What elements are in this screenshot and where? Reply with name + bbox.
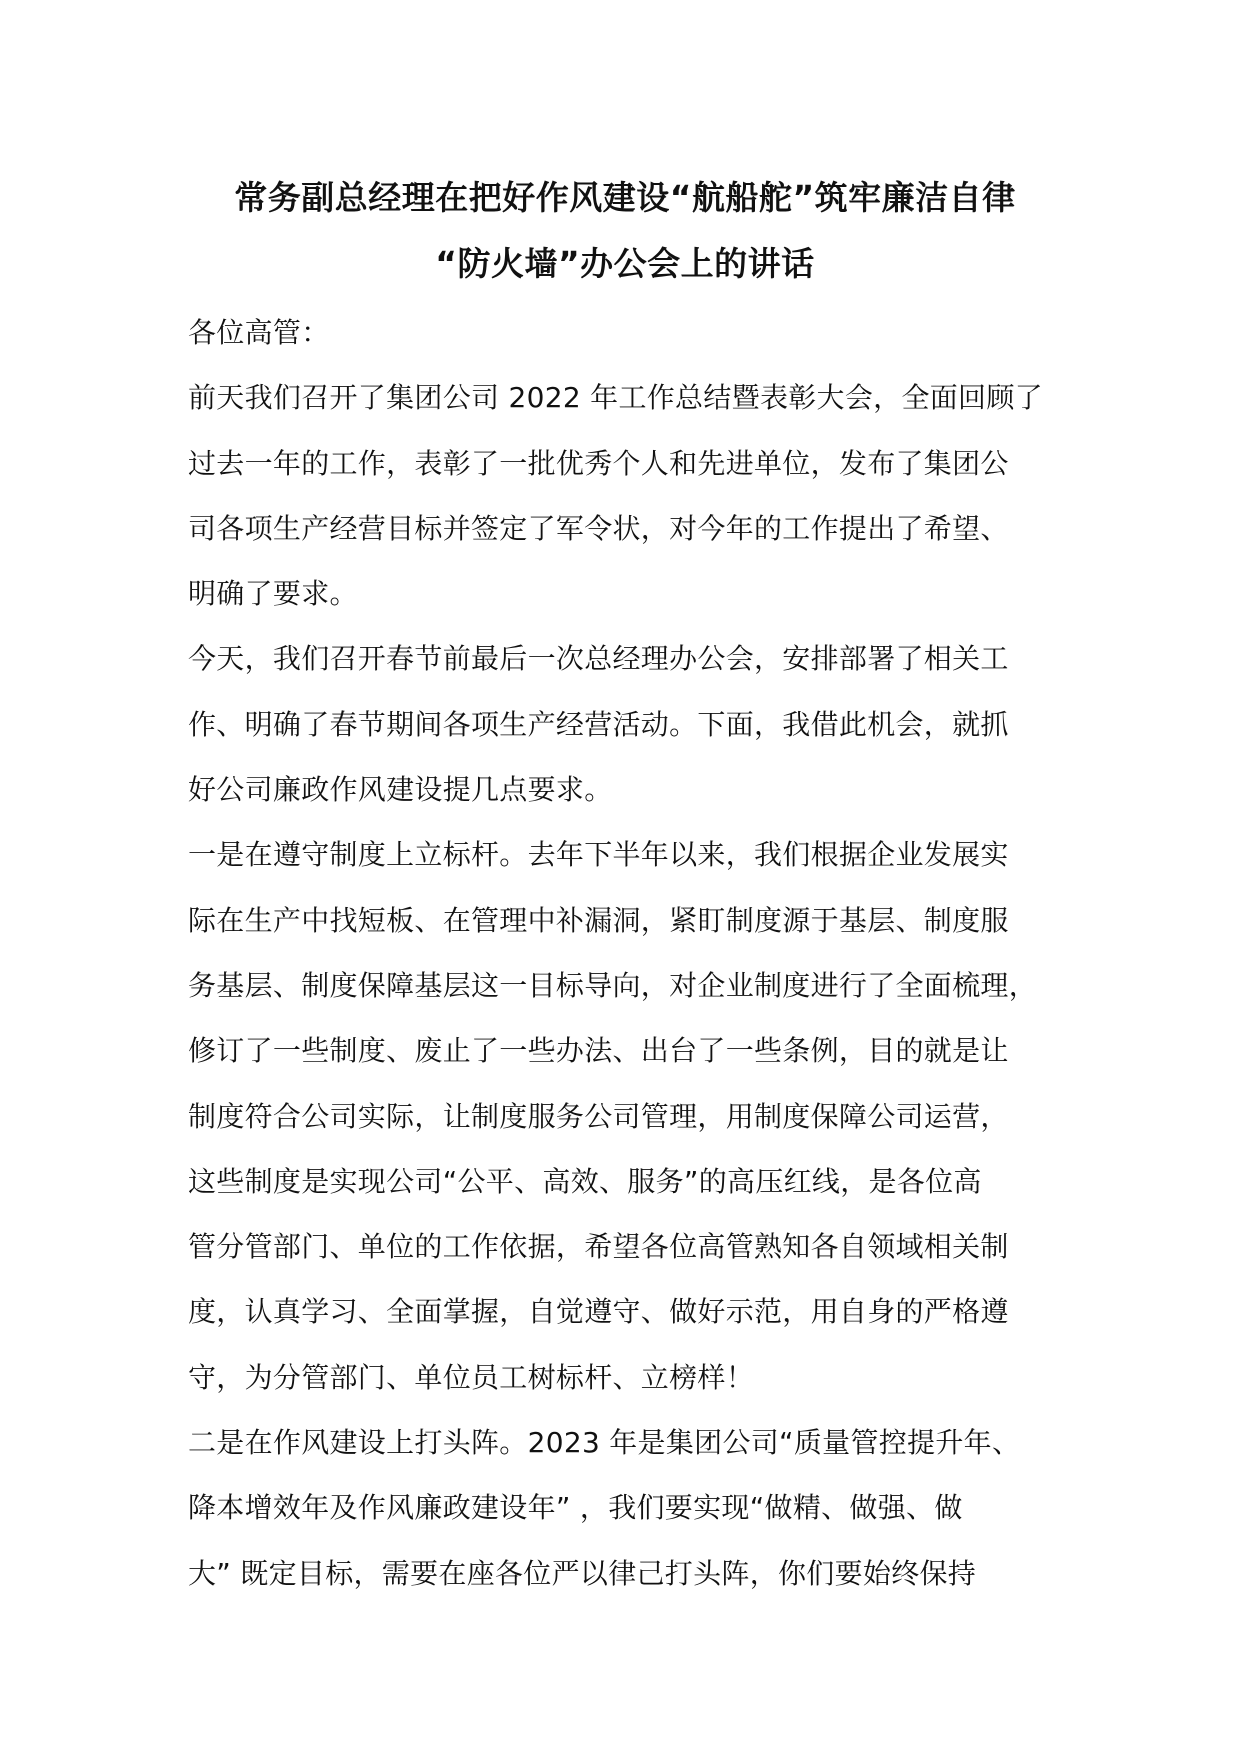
text-line: 际在生产中找短板、在管理中补漏洞，紧盯制度源于基层、制度服 (188, 903, 1009, 937)
text-line: 今天，我们召开春节前最后一次总经理办公会，安排部署了相关工 (188, 642, 1009, 676)
text-line: 过去一年的工作，表彰了一批优秀个人和先进单位，发布了集团公 (188, 446, 1009, 480)
text-line: 司各项生产经营目标并签定了军令状，对今年的工作提出了希望、 (188, 511, 1009, 545)
text-line: 修订了一些制度、废止了一些办法、出台了一些条例，目的就是让 (188, 1034, 1009, 1068)
text-line: 前天我们召开了集团公司 2022 年工作总结暨表彰大会，全面回顾了 (188, 381, 1043, 415)
text-line: 好公司廉政作风建设提几点要求。 (188, 773, 613, 807)
text-line: 作、明确了春节期间各项生产经营活动。下面，我借此机会，就抓 (188, 707, 1009, 741)
text-line: 二是在作风建设上打头阵。2023 年是集团公司“质量管控提升年、 (188, 1426, 1021, 1460)
salutation-line: 各位高管： (188, 316, 330, 349)
document-title-line-1: 常务副总经理在把好作风建设“航船舵”筑牢廉洁自律 (234, 178, 1016, 217)
text-line: 守，为分管部门、单位员工树标杆、立榜样！ (188, 1360, 755, 1394)
text-line: 务基层、制度保障基层这一目标导向，对企业制度进行了全面梳理， (188, 968, 1038, 1002)
document-title-line-2: “防火墙”办公会上的讲话 (435, 244, 815, 283)
text-line: 管分管部门、单位的工作依据，希望各位高管熟知各自领域相关制 (188, 1230, 1009, 1264)
text-line: 明确了要求。 (188, 577, 358, 611)
document-body (188, 300, 1088, 1606)
text-line: 制度符合公司实际，让制度服务公司管理，用制度保障公司运营， (188, 1099, 1009, 1133)
text-line: 降本增效年及作风廉政建设年” ，我们要实现“做精、做强、做 (188, 1491, 963, 1525)
text-line: 大” 既定目标，需要在座各位严以律己打头阵，你们要始终保持 (188, 1556, 977, 1590)
text-line: 度，认真学习、全面掌握，自觉遵守、做好示范，用自身的严格遵 (188, 1295, 1009, 1329)
text-line: 一是在遵守制度上立标杆。去年下半年以来，我们根据企业发展实 (188, 838, 1009, 872)
text-line: 这些制度是实现公司“公平、高效、服务”的高压红线，是各位高 (188, 1164, 982, 1198)
